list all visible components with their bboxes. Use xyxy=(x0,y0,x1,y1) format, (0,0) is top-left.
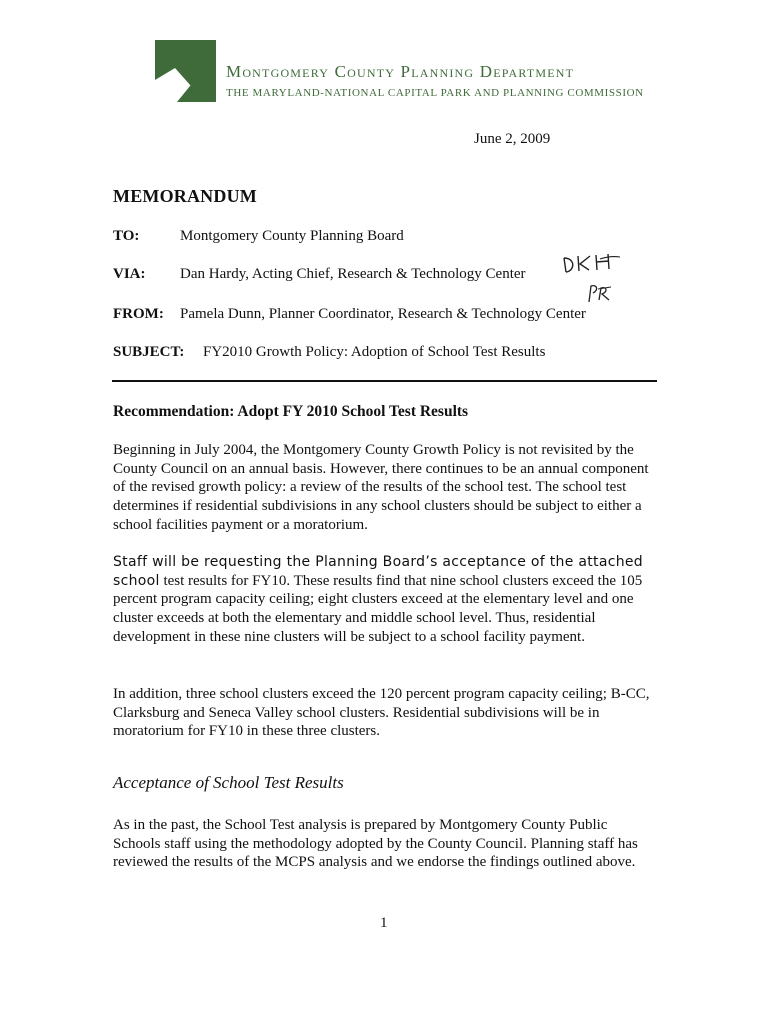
org-name: Montgomery County Planning Department xyxy=(226,62,575,81)
paragraph-2 xyxy=(113,553,658,647)
planning-department-logo xyxy=(155,40,216,102)
from-value: Pamela Dunn, Planner Coordinator, Research & Technology Center xyxy=(180,306,586,322)
paragraph-2-rest: test results for FY10. These results find that nine school clusters exceed the 105 percent program capacity ceiling; eight clusters exceed at the elementary level and one cluster exceeds at both the elementary and middle school level. Thus, residential development in these nine clusters will be subject to a school facility payment. xyxy=(113,572,643,645)
to-row xyxy=(113,228,404,245)
logo-mountain-icon xyxy=(155,40,216,102)
to-label: TO: xyxy=(113,228,140,244)
via-value: Dan Hardy, Acting Chief, Research & Technology Center xyxy=(180,266,526,282)
handwritten-signature-icon xyxy=(562,250,622,276)
paragraph-4: As in the past, the School Test analysis is prepared by Montgomery County Public Schools staff using the methodology adopted by the County Council. Planning staff has reviewed the results of the MCPS analysis and we endorse the findings outlined above. xyxy=(113,817,638,871)
from-row xyxy=(113,306,586,323)
handwritten-initials-pr xyxy=(585,282,615,304)
recommendation-heading: Recommendation: Adopt FY 2010 School Test Results xyxy=(113,403,469,420)
paragraph-1: Beginning in July 2004, the Montgomery County Growth Policy is not revisited by the County Council on an annual basis. However, there continues to be an annual component of the revised growth policy: a review of the results of the school test. The school test determines if residential subdivisions in any school clusters should be subject to either a school facilities payment or a moratorium. xyxy=(113,442,649,533)
header-divider xyxy=(112,380,657,382)
org-subtitle: THE MARYLAND-NATIONAL CAPITAL PARK AND PLANNING COMMISSION xyxy=(226,87,644,99)
handwritten-initials-icon xyxy=(585,282,615,304)
handwritten-initials-dkh xyxy=(562,250,622,276)
memo-date: June 2, 2009 xyxy=(474,131,551,147)
via-label: VIA: xyxy=(113,266,146,282)
paragraph-3: In addition, three school clusters exceed the 120 percent program capacity ceiling; B-CC, Clarksburg and Seneca Valley school clusters. Residential subdivisions will be in moratorium for FY10 in these three clusters. xyxy=(113,686,650,740)
page-number: 1 xyxy=(380,915,388,931)
paragraph-2-lead: Staff will be requesting the Planning Board’s acceptance of the attached school xyxy=(113,554,643,589)
to-value: Montgomery County Planning Board xyxy=(180,228,404,244)
from-label: FROM: xyxy=(113,306,164,322)
subject-row xyxy=(113,344,546,361)
via-row xyxy=(113,266,526,283)
subject-label: SUBJECT: xyxy=(113,344,185,360)
section-heading: Acceptance of School Test Results xyxy=(113,773,344,792)
memo-title: MEMORANDUM xyxy=(113,186,257,206)
subject-value: FY2010 Growth Policy: Adoption of School Test Results xyxy=(203,344,546,360)
